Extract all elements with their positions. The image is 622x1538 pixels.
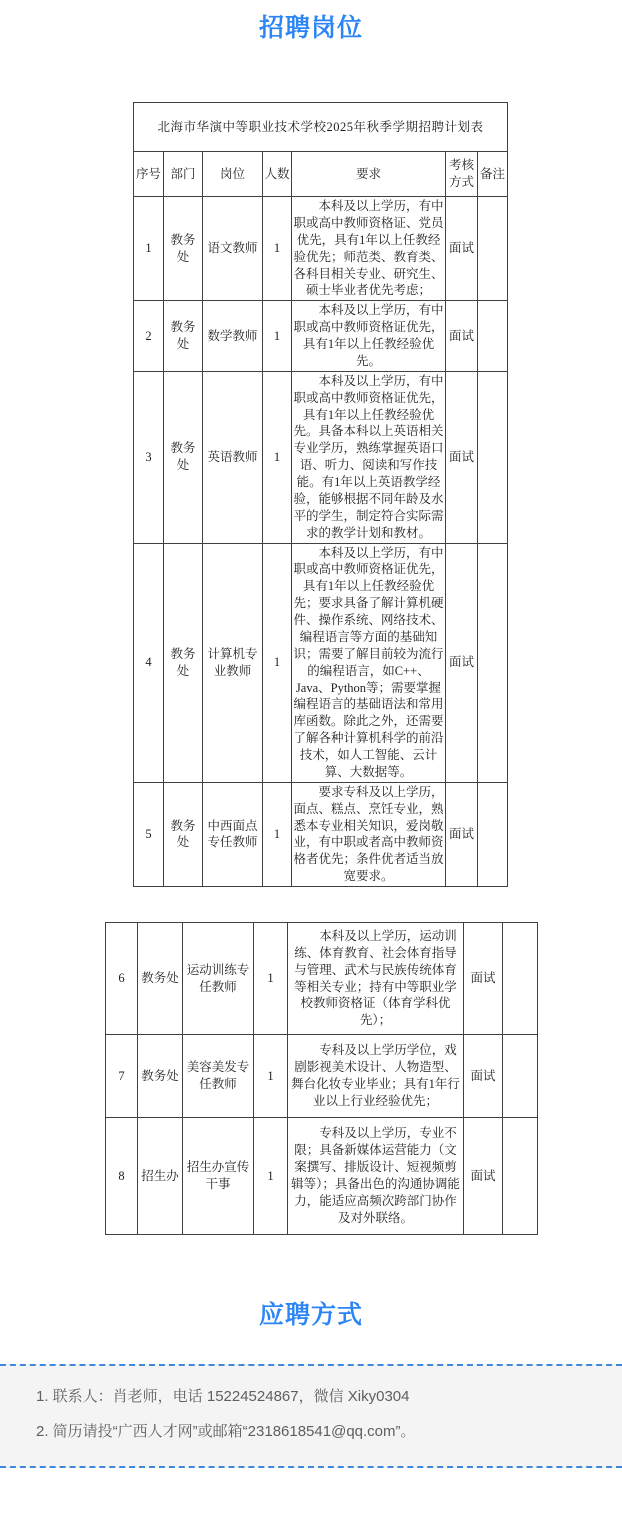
table-row xyxy=(106,923,538,1035)
table-title-row xyxy=(134,103,508,152)
cell-position: 语文教师 xyxy=(203,197,263,301)
cell-remark xyxy=(478,197,508,301)
cell-position: 美容美发专任教师 xyxy=(183,1035,254,1118)
cell-dept: 教务处 xyxy=(138,923,183,1035)
contact-line-2: 2. 简历请投“广西人才网”或邮箱“2318618541@qq.com”。 xyxy=(36,1423,416,1440)
cell-seq: 7 xyxy=(106,1035,138,1118)
cell-count: 1 xyxy=(263,197,292,301)
cell-seq: 8 xyxy=(106,1118,138,1235)
table-row xyxy=(134,197,508,301)
cell-position: 计算机专业教师 xyxy=(203,543,263,782)
cell-requirements: 要求专科及以上学历，面点、糕点、烹饪专业，熟悉本专业相关知识，爱岗敬业，有中职或者高中教师资格者优先；条件优者适当放宽要求。 xyxy=(292,782,446,886)
table-row xyxy=(134,782,508,886)
cell-remark xyxy=(503,923,538,1035)
cell-dept: 教务处 xyxy=(164,782,203,886)
cell-requirements: 本科及以上学历，有中职或高中教师资格证、党员优先，具有1年以上任教经验优先；师范类、教育类、各科目相关专业、研究生、硕士毕业者优先考虑； xyxy=(292,197,446,301)
cell-seq: 4 xyxy=(134,543,164,782)
cell-position: 运动训练专任教师 xyxy=(183,923,254,1035)
cell-requirements: 专科及以上学历，专业不限；具备新媒体运营能力（文案撰写、排版设计、短视频剪辑等）；具备出色的沟通协调能力，能适应高频次跨部门协作及对外联络。 xyxy=(288,1118,464,1235)
cell-position: 中西面点专任教师 xyxy=(203,782,263,886)
header-dept: 部门 xyxy=(164,152,203,197)
table-header-row xyxy=(134,152,508,197)
header-remark: 备注 xyxy=(478,152,508,197)
contact-line-1: 1. 联系人：肖老师，电话 15224524867，微信 Xiky0304 xyxy=(36,1388,410,1405)
cell-seq: 5 xyxy=(134,782,164,886)
table-title: 北海市华演中等职业技术学校2025年秋季学期招聘计划表 xyxy=(134,103,508,152)
cell-requirements: 专科及以上学历学位，戏剧影视美术设计、人物造型、舞台化妆专业毕业；具有1年行业以上行业经验优先； xyxy=(288,1035,464,1118)
cell-dept: 教务处 xyxy=(164,197,203,301)
cell-requirements: 本科及以上学历，运动训练、体育教育、社会体育指导与管理、武术与民族传统体育等相关专业；持有中等职业学校教师资格证（体育学科优先）； xyxy=(288,923,464,1035)
cell-assessment: 面试 xyxy=(446,197,478,301)
header-requirements: 要求 xyxy=(292,152,446,197)
recruitment-plan-table-1 xyxy=(133,102,508,887)
cell-assessment: 面试 xyxy=(446,371,478,543)
cell-assessment: 面试 xyxy=(446,782,478,886)
cell-assessment: 面试 xyxy=(464,1118,503,1235)
cell-dept: 教务处 xyxy=(164,543,203,782)
cell-remark xyxy=(478,782,508,886)
cell-count: 1 xyxy=(254,1118,288,1235)
cell-dept: 教务处 xyxy=(164,371,203,543)
cell-dept: 招生办 xyxy=(138,1118,183,1235)
cell-remark xyxy=(503,1118,538,1235)
cell-count: 1 xyxy=(263,371,292,543)
bottom-whitespace xyxy=(0,1468,622,1538)
cell-position: 招生办宣传干事 xyxy=(183,1118,254,1235)
cell-count: 1 xyxy=(254,1035,288,1118)
table-row xyxy=(134,301,508,372)
recruitment-positions-heading: 招聘岗位 xyxy=(258,14,363,42)
cell-remark xyxy=(478,371,508,543)
header-position: 岗位 xyxy=(203,152,263,197)
table-row xyxy=(134,543,508,782)
cell-requirements: 本科及以上学历，有中职或高中教师资格证优先，具有1年以上任教经验优先。具备本科以上英语相关专业学历，熟练掌握英语口语、听力、阅读和写作技能。有1年以上英语教学经验，能够根据不同年龄及水平的学生，制定符合实际需求的教学计划和教材。 xyxy=(292,371,446,543)
cell-requirements: 本科及以上学历，有中职或高中教师资格证优先，具有1年以上任教经验优先；要求具备了解计算机硬件、操作系统、网络技术、编程语言等方面的基础知识；需要了解目前较为流行的编程语言，如C++、Java、Python等；需要掌握编程语言的基础语法和常用库函数。除此之外，还需要了解各种计算机科学的前沿技术，如人工智能、云计算、大数据等。 xyxy=(292,543,446,782)
cell-count: 1 xyxy=(263,301,292,372)
table-row xyxy=(106,1118,538,1235)
cell-position: 数学教师 xyxy=(203,301,263,372)
header-count: 人数 xyxy=(263,152,292,197)
cell-seq: 3 xyxy=(134,371,164,543)
cell-assessment: 面试 xyxy=(446,543,478,782)
cell-count: 1 xyxy=(254,923,288,1035)
cell-seq: 2 xyxy=(134,301,164,372)
header-assessment: 考核方式 xyxy=(446,152,478,197)
cell-dept: 教务处 xyxy=(138,1035,183,1118)
cell-remark xyxy=(478,543,508,782)
cell-assessment: 面试 xyxy=(464,1035,503,1118)
contact-info-box xyxy=(0,1364,622,1468)
cell-dept: 教务处 xyxy=(164,301,203,372)
table-row xyxy=(134,371,508,543)
cell-remark xyxy=(478,301,508,372)
table-row xyxy=(106,1035,538,1118)
cell-requirements: 本科及以上学历，有中职或高中教师资格证优先，具有1年以上任教经验优先。 xyxy=(292,301,446,372)
cell-count: 1 xyxy=(263,782,292,886)
cell-assessment: 面试 xyxy=(464,923,503,1035)
cell-seq: 6 xyxy=(106,923,138,1035)
cell-assessment: 面试 xyxy=(446,301,478,372)
cell-seq: 1 xyxy=(134,197,164,301)
cell-position: 英语教师 xyxy=(203,371,263,543)
cell-count: 1 xyxy=(263,543,292,782)
recruitment-plan-table-2 xyxy=(105,922,538,1235)
cell-remark xyxy=(503,1035,538,1118)
application-method-heading: 应聘方式 xyxy=(258,1301,363,1329)
header-seq: 序号 xyxy=(134,152,164,197)
